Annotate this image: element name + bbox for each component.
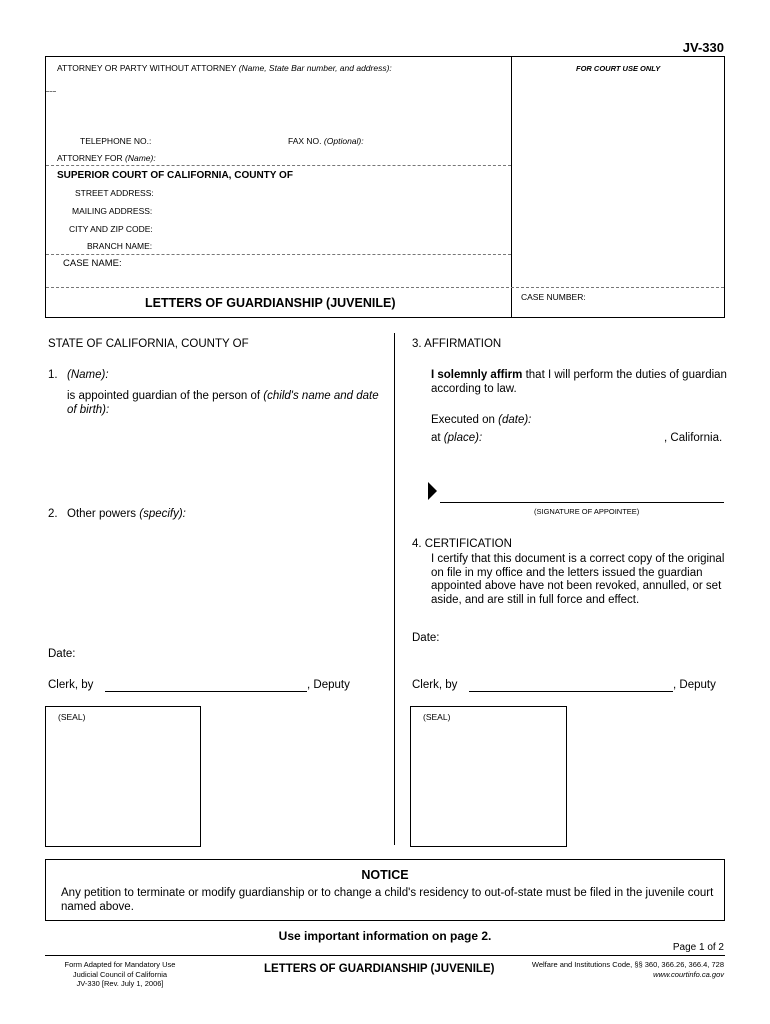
- notice-line: named above.: [61, 901, 134, 913]
- certification-text: [431, 553, 731, 607]
- important-info: Use important information on page 2.: [278, 929, 492, 943]
- branch-name-label: BRANCH NAME:: [87, 241, 153, 251]
- notice-text: [61, 886, 721, 914]
- header-mid-rule: [511, 56, 512, 318]
- signature-label: (SIGNATURE OF APPOINTEE): [534, 507, 640, 516]
- header-top-rule: [45, 56, 725, 57]
- attorney-for-label: ATTORNEY FOR (Name):: [57, 153, 156, 163]
- left-clerk-line[interactable]: [105, 691, 307, 692]
- court-use-label: FOR COURT USE ONLY: [576, 64, 661, 73]
- column-divider: [394, 333, 395, 845]
- code-line: Welfare and Institutions Code, §§ 360, 366.26, 366.4, 728: [531, 960, 724, 969]
- form-id: JV-330: [682, 40, 724, 55]
- adopted-line: Judicial Council of California: [72, 969, 168, 979]
- left-deputy-label: , Deputy: [307, 679, 350, 691]
- right-clerk-label: Clerk, by: [412, 679, 458, 691]
- attorney-label: ATTORNEY OR PARTY WITHOUT ATTORNEY (Name, State Bar number, and address):: [57, 63, 392, 73]
- case-name-divider: [46, 254, 511, 255]
- left-date-label: Date:: [48, 648, 76, 660]
- page-number: Page 1 of 2: [672, 942, 724, 953]
- court-url[interactable]: www.courtinfo.ca.gov: [653, 970, 724, 979]
- signature-arrow-icon: [428, 482, 437, 500]
- fax-label: FAX NO. (Optional):: [288, 136, 364, 146]
- item2-number: 2.: [48, 508, 58, 520]
- notice-line: Any petition to terminate or modify guardianship or to change a child's residency to out-of-state must be filed in the juvenile court: [61, 887, 714, 899]
- mailing-address-label: MAILING ADDRESS:: [72, 206, 153, 216]
- small-dash: [46, 91, 56, 92]
- cert-line: I certify that this document is a correct copy of the original: [431, 553, 725, 565]
- right-date-label: Date:: [412, 632, 440, 644]
- place-label: at (place):: [431, 432, 483, 444]
- street-address-label: STREET ADDRESS:: [75, 188, 154, 198]
- cert-line: aside, and are still in full force and effect.: [431, 593, 640, 606]
- left-seal-box: [45, 706, 201, 847]
- case-name-label: CASE NAME:: [63, 258, 122, 269]
- item4-certification: 4. CERTIFICATION: [412, 538, 512, 550]
- adopted-text: [45, 960, 195, 989]
- left-clerk-label: Clerk, by: [48, 679, 94, 691]
- notice-title: NOTICE: [361, 868, 409, 882]
- item1-text: is appointed guardian of the person of (child's name and date of birth):: [67, 390, 379, 416]
- adopted-line: Form Adapted for Mandatory Use: [64, 960, 176, 969]
- footer-code: [532, 960, 724, 980]
- cert-line: appointed above have not been revoked, annulled, or set: [431, 580, 722, 592]
- telephone-label: TELEPHONE NO.:: [80, 136, 152, 146]
- right-deputy-label: , Deputy: [673, 679, 716, 691]
- form-title: LETTERS OF GUARDIANSHIP (JUVENILE): [145, 296, 396, 310]
- case-number-label: CASE NUMBER:: [521, 292, 586, 302]
- city-zip-label: CITY AND ZIP CODE:: [69, 224, 153, 234]
- right-clerk-line[interactable]: [469, 691, 673, 692]
- item1-number: 1.: [48, 369, 58, 381]
- right-seal-label: (SEAL): [423, 712, 451, 722]
- header-right-rule: [724, 56, 725, 318]
- right-seal-box: [410, 706, 567, 847]
- affirmation-text: I solemnly affirm that I will perform the duties of guardian according to law.: [431, 369, 727, 395]
- california-label: , California.: [664, 432, 723, 444]
- executed-label: Executed on (date):: [431, 414, 532, 426]
- adopted-line: JV-330 [Rev. July 1, 2006]: [76, 979, 164, 988]
- header-left-rule: [45, 56, 46, 318]
- left-seal-label: (SEAL): [58, 712, 86, 722]
- header-bottom-rule: [45, 317, 725, 318]
- court-divider: [46, 165, 511, 166]
- signature-line[interactable]: [440, 502, 724, 503]
- item3-affirmation: 3. AFFIRMATION: [412, 338, 502, 350]
- notice-box: [45, 859, 725, 921]
- state-county-label: STATE OF CALIFORNIA, COUNTY OF: [48, 338, 249, 350]
- item1-name-label: (Name):: [67, 369, 109, 381]
- cert-line: on file in my office and the letters issued the guardian: [431, 566, 703, 579]
- court-title: SUPERIOR COURT OF CALIFORNIA, COUNTY OF: [57, 170, 293, 181]
- title-divider: [46, 287, 724, 288]
- footer-rule: [45, 955, 725, 956]
- item2-text: Other powers (specify):: [67, 508, 186, 520]
- footer-title: LETTERS OF GUARDIANSHIP (JUVENILE): [264, 963, 495, 975]
